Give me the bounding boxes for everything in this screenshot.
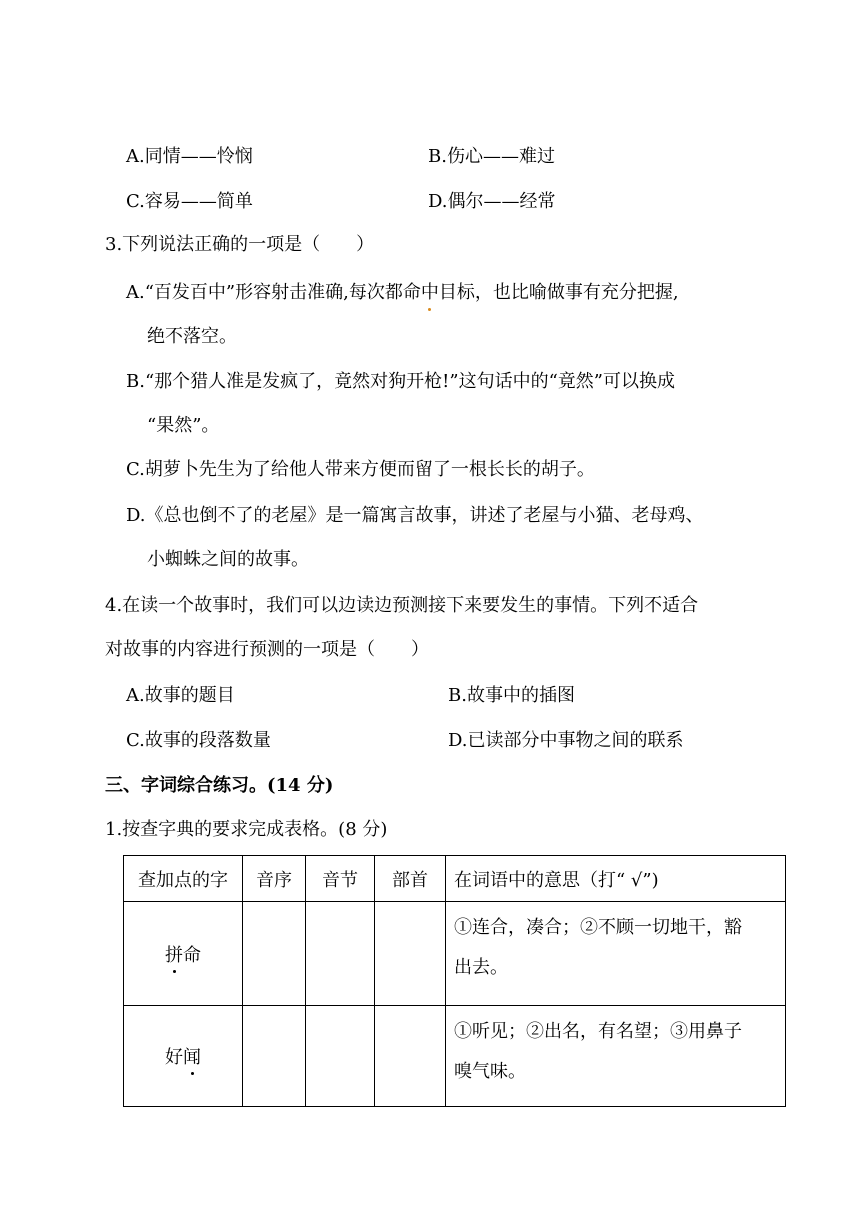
emphasis-dot-char: 中 <box>420 282 439 303</box>
meaning-cell[interactable] <box>446 902 786 1006</box>
word-cell <box>124 1006 243 1107</box>
q3-a-text-after: 目标，也比喻做事有充分把握, <box>438 282 679 303</box>
q4-option-b: B.故事中的插图 <box>448 685 575 706</box>
q4-option-d: D.已读部分中事物之间的联系 <box>448 730 684 751</box>
meaning-line: ①听见；②出名，有名望；③用鼻子 <box>454 1021 742 1042</box>
word-pre: 好 <box>165 1047 183 1068</box>
answer-cell-radical[interactable] <box>375 902 446 1006</box>
q2-option-c: C.容易——简单 <box>126 191 253 212</box>
header-meaning: 在词语中的意思（打“ √”) <box>446 856 786 902</box>
q3-option-d-line2: 小蜘蛛之间的故事。 <box>147 549 309 570</box>
answer-cell-initial[interactable] <box>243 1006 306 1107</box>
meaning-line: 出去。 <box>454 957 508 978</box>
answer-cell-syllable[interactable] <box>306 902 375 1006</box>
table-header-row <box>124 856 786 902</box>
q2-option-d: D.偶尔——经常 <box>428 191 556 212</box>
header-syllable: 音节 <box>306 856 375 902</box>
section-heading: 三、字词综合练习。(14 分) <box>105 775 334 796</box>
q3-option-d-line1: D.《总也倒不了的老屋》是一篇寓言故事，讲述了老屋与小猫、老母鸡、 <box>126 505 704 526</box>
meaning-cell[interactable] <box>446 1006 786 1107</box>
q2-option-a: A.同情——怜悯 <box>126 146 253 167</box>
q4-stem-line1: 4.在读一个故事时，我们可以边读边预测接下来要发生的事情。下列不适合 <box>105 595 699 616</box>
meaning-line: 嗅气味。 <box>454 1061 526 1082</box>
q3-option-a-line1 <box>126 281 679 305</box>
q3-option-b-line2: “果然”。 <box>147 415 220 436</box>
q4-option-c: C.故事的段落数量 <box>126 730 271 751</box>
word-cell <box>124 902 243 1006</box>
dotted-char: 闻 <box>183 1043 201 1069</box>
q2-option-b: B.伤心——难过 <box>428 146 555 167</box>
meaning-line: ①连合，凑合；②不顾一切地干，豁 <box>454 917 742 938</box>
dotted-char: 拼 <box>165 941 183 967</box>
q3-option-c: C.胡萝卜先生为了给他人带来方便而留了一根长长的胡子。 <box>126 459 595 480</box>
q3-a-text-before: A.“百发百中”形容射击准确,每次都命 <box>126 282 421 303</box>
answer-cell-syllable[interactable] <box>306 1006 375 1107</box>
answer-cell-initial[interactable] <box>243 902 306 1006</box>
table-row <box>124 1006 786 1107</box>
q3-option-a-line2: 绝不落空。 <box>147 326 237 347</box>
word-rest: 命 <box>183 944 201 966</box>
q3-option-b-line1: B.“那个猎人准是发疯了，竟然对狗开枪!”这句话中的“竟然”可以换成 <box>126 371 675 392</box>
dictionary-table <box>123 855 786 1107</box>
header-radical: 部首 <box>375 856 446 902</box>
table-row <box>124 902 786 1006</box>
header-initial: 音序 <box>243 856 306 902</box>
q3-stem: 3.下列说法正确的一项是（ ） <box>105 234 375 255</box>
section-question-1: 1.按查字典的要求完成表格。(8 分) <box>105 819 388 840</box>
answer-cell-radical[interactable] <box>375 1006 446 1107</box>
q4-stem-line2: 对故事的内容进行预测的一项是（ ） <box>105 639 429 660</box>
header-char: 查加点的字 <box>124 856 243 902</box>
q4-option-a: A.故事的题目 <box>126 685 235 706</box>
